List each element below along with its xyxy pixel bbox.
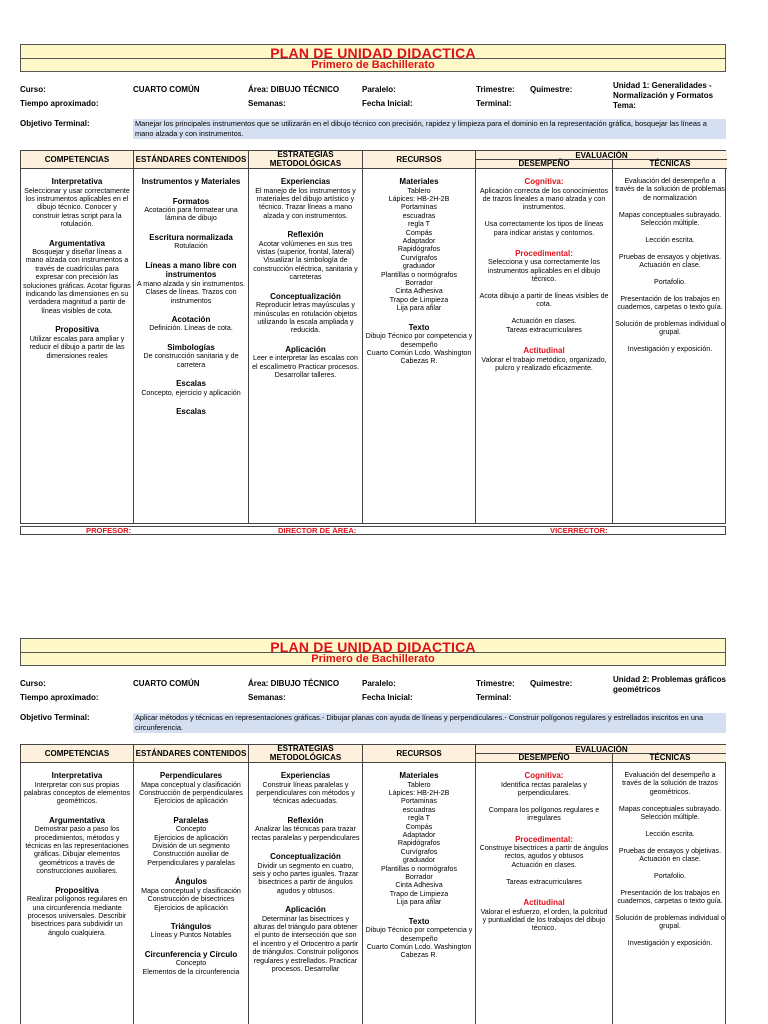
cell-heading: Conceptualización [270,291,341,301]
paralelo-label: Paralelo: [362,679,396,688]
cell-text: Dibujo Técnico por competencia y desempeño Cuarto Común Lcdo. Washington Cabezas R. [365,926,473,960]
cell-text: Valorar el esfuerzo, el orden, la pulcritud y puntualidad de los trabajos del dibujo técnico. [480,907,608,933]
objetivo-label: Objetivo Terminal: [20,713,90,722]
cell-heading: Escalas [176,379,206,389]
header-evaluacion [476,745,726,763]
cell-text: Determinar las bisectrices y alturas del triángulo para obtener el punto de intersección que son el incentro y el Ortocentro a partir de triángulos. Construir polígonos regulares y estrellados. Practicar procesos. Desarrollar [252,914,359,974]
objetivo-text: Manejar los principales instrumentos que se utilizarán en el dibujo técnico con precisión, rapidez y limpieza para el dominio en la representación gráfica, bosquejar las líneas a mano alzada y con instrumentos. [133,119,726,139]
cell-text: Realizar polígonos regulares en una circunferencia mediante procesos universales. Describir bisectrices para subdividir un ángulo cualquiera. [26,895,128,937]
terminal-label: Terminal: [476,99,512,108]
cell-heading: Actitudinal [523,346,565,356]
trimestre-label: Trimestre: [476,85,515,94]
cell-heading: Experiencias [280,771,331,780]
cell-text: Utilizar escalas para ampliar y reducir el dibujo a partir de las dimensiones reales [29,334,125,360]
cell-text: Acotación para formatear una lámina de dibujo [144,206,238,223]
semanas-label: Semanas: [248,693,286,702]
curso-value: CUARTO COMÚN [133,679,200,688]
cell-heading: Actitudinal [523,898,565,908]
curso-label: Curso: [20,679,46,688]
cell-text: Mapa conceptual y clasificación Construcción de perpendiculares Ejercicios de aplicación [139,780,243,806]
page-title: PLAN DE UNIDAD DIDACTICA [270,45,476,61]
cell-text: Concepto Elementos de la circunferencia [142,959,240,976]
cell-text: De construcción sanitaria y de carretera [143,352,239,369]
cell-heading: Argumentativa [48,238,105,248]
cell-text: Concepto, ejercicio y aplicación [141,388,241,397]
header-competencias: COMPETENCIAS [21,745,134,763]
header-recursos: RECURSOS [363,151,476,169]
cell-text: Tablero Lápices: HB-2H-2B Portaminas escuadras regla T Compás Adaptador Rapidógrafos Curvígrafos graduador Plantillas o normógrafos Borrador Cinta Adhesiva Trapo de Limpieza Lija para afilar [380,780,458,907]
cell-text: Valorar el trabajo metódico, organizado, pulcro y realizado eficazmente. [481,355,607,372]
col-competencias [21,169,134,523]
fecha-label: Fecha Inicial: [362,693,413,702]
quimestre-label: Quimestre: [530,679,573,688]
cell-text: Interpretar con sus propias palabras conceptos de elementos geométricos. [23,780,131,806]
page-subtitle: Primero de Bachillerato [21,652,725,666]
cell-heading: Texto [408,322,430,332]
header-tecnicas: TÉCNICAS [649,753,691,762]
plan-table [20,744,726,1024]
curso-label: Curso: [20,85,46,94]
header-evaluacion [476,151,727,169]
page-title: PLAN DE UNIDAD DIDACTICA [270,639,476,655]
cell-heading: Experiencias [280,177,331,186]
cell-heading: Argumentativa [48,815,105,825]
cell-text: Definición. Líneas de cota. [149,324,233,333]
cell-text: Construye bisectrices a partir de ángulos rectos, agudos y obtusos Actuación en clases. Tareas extracurriculares [479,844,609,886]
header-evaluacion-label: EVALUACIÓN [476,745,726,754]
plan-sheet-2 [20,638,726,1024]
objetivo-row [20,119,726,139]
cell-text: Reproducir letras mayúsculas y minúsculas en rotulación objetos utilizando la escala ampliada y reducida. [254,301,357,335]
col-estandares [134,169,249,523]
col-estrategias [249,763,363,1024]
plan-sheet-1 [20,44,726,534]
cell-text: Identifica rectas paralelas y perpendiculares. Compara los polígonos regulares e irregulares [488,780,600,823]
title-box [20,638,726,666]
cell-heading: Paralelas [173,815,209,825]
cell-heading: Interpretativa [51,177,103,186]
cell-text: Leer e interpretar las escalas con el escalímetro Practicar procesos. Desarrollar talleres. [252,354,359,380]
col-estandares [134,763,249,1024]
cell-heading: Procedimental: [515,248,573,258]
cell-heading: Materiales [399,177,439,186]
cell-text: Selecciona y usa correctamente los instrumentos aplicables en el dibujo técnico. Acota dibujo a partir de líneas visibles de cota. Actuación en clases. Tareas extracurriculares [479,258,609,334]
cell-text: Líneas y Puntos Notables [150,931,232,940]
objetivo-row [20,713,726,733]
cell-text: Construir líneas paralelas y perpendiculares con métodos y técnicas adecuadas. [256,780,355,806]
plan-table [20,150,726,524]
cell-text: Tablero Lápices: HB-2H-2B Portaminas escuadras regla T Compás Adaptador Rapidógrafos Curvígrafos graduador Plantillas o normógrafos Borrador Cinta Adhesiva Trapo de Limpieza Lija para afilar [380,186,458,313]
tiempo-label: Tiempo aproximado: [20,99,99,108]
cell-heading: Cognitiva: [524,771,564,780]
header-recursos: RECURSOS [363,745,476,763]
profesor-label: PROFESOR: [86,526,132,535]
header-estandares: ESTÁNDARES CONTENIDOS [134,151,249,169]
vicerrector-label: VICERRECTOR: [550,526,608,535]
trimestre-label: Trimestre: [476,679,515,688]
col-recursos [363,763,476,1024]
cell-heading: Escalas [176,407,206,417]
cell-heading: Reflexión [287,230,324,240]
area-label: Área: DIBUJO TÉCNICO [248,679,340,688]
cell-heading: Acotación [171,314,211,324]
cell-heading: Aplicación [285,905,326,915]
cell-text: A mano alzada y sin instrumentos. Clases de líneas. Trazos con instrumentos [136,279,246,305]
header-desempeno: DESEMPEÑO [476,754,613,762]
paralelo-label: Paralelo: [362,85,396,94]
cell-heading: Materiales [399,771,439,780]
header-competencias: COMPETENCIAS [21,151,134,169]
col-competencias [21,763,134,1024]
cell-text: Evaluación del desempeño a través de la solución de problemas de normalización Mapas conceptuales subrayado. Selección múltiple. Lección escrita. Pruebas de ensayos y objetivas. Actuación en clase. Portafolio. Presentación de los trabajos en cuadernos, carpetas o texto guía. Solución de problemas individual o grupal. Investigación y exposición. [615,177,725,354]
header-estandares: ESTÁNDARES CONTENIDOS [134,745,249,763]
objetivo-text: Aplicar métodos y técnicas en representaciones gráficas.- Dibujar planas con ayuda de líneas y perpendiculares.- Construir polígonos regulares y estrellados inscritos en una circunferencia. [133,713,726,733]
cell-heading: Instrumentos y Materiales [141,177,241,186]
tema-label: Tema: [613,101,636,110]
cell-text: Mapa conceptual y clasificación Construcción de bisectrices Ejercicios de aplicación [141,886,241,912]
area-label: Área: DIBUJO TÉCNICO [248,85,340,94]
cell-heading: Cognitiva: [524,177,564,186]
cell-heading: Procedimental: [515,834,573,844]
header-evaluacion-label: EVALUACIÓN [476,151,727,160]
cell-heading: Líneas a mano libre con instrumentos [145,260,237,280]
semanas-label: Semanas: [248,99,286,108]
tiempo-label: Tiempo aproximado: [20,693,99,702]
header-estrategias: ESTRATEGIAS METODOLÓGICAS [249,745,363,763]
col-tecnicas [613,169,727,523]
title-box [20,44,726,72]
cell-text: Bosquejar y diseñar líneas a mano alzada con instrumentos a través de cuadrículas para expresar con precisión las soluciones gráficas. Acotar figuras indicando las dimensiones en su verdadera magnitud a partir de líneas visibles de cota. [23,248,131,315]
page-subtitle: Primero de Bachillerato [21,58,725,72]
header-desempeno: DESEMPEÑO [476,160,613,168]
cell-heading: Triángulos [170,921,212,931]
cell-heading: Circunferencia y Círculo [144,949,238,959]
cell-heading: Escritura normalizada [149,232,233,242]
cell-heading: Propositiva [55,885,99,895]
col-desempeno [476,763,613,1024]
cell-text: Rotulación [174,242,208,251]
header-estrategias: ESTRATEGIAS METODOLÓGICAS [249,151,363,169]
cell-text: Concepto Ejercicios de aplicación División de un segmento Construcción auxiliar de Perpendiculares y paralelas [147,825,235,867]
cell-text: Dibujo Técnico por competencia y desempeño Cuarto Común Lcdo. Washington Cabezas R. [365,332,473,366]
curso-value: CUARTO COMÚN [133,85,200,94]
cell-text: Aplicación correcta de los conocimientos de trazos lineales a mano alzada y con instrumentos. Usa correctamente los tipos de líneas para indicar aristas y contornos. [479,186,609,237]
cell-heading: Interpretativa [51,771,103,780]
cell-heading: Ángulos [175,877,207,887]
col-tecnicas [613,763,726,1024]
director-label: DIRECTOR DE ÁREA: [278,526,357,535]
cell-heading: Propositiva [55,325,99,335]
cell-text: Evaluación del desempeño a través de la solución de trazos geométricos. Mapas conceptuales subrayado. Selección múltiple. Lección escrita. Pruebas de ensayos y objetivas. Actuación en clase. Portafolio. Presentación de los trabajos en cuadernos, carpetas o texto guía. Solución de problemas individual o grupal. Investigación y exposición. [615,771,725,948]
col-estrategias [249,169,363,523]
cell-text: Analizar las técnicas para trazar rectas paralelas y perpendiculares [251,825,360,842]
objetivo-label: Objetivo Terminal: [20,119,90,128]
cell-text: Acotar volúmenes en sus tres vistas (superior, frontal, lateral) Visualizar la simbología de construcción eléctrica, sanitaria y carreteras [253,239,358,282]
cell-heading: Formatos [172,196,210,206]
unidad-label: Unidad 2: Problemas gráficos geométricos [613,675,726,694]
cell-text: Demostrar paso a paso los procedimientos, métodos y técnicas en las representaciones gráficas. Dibujar elementos geométricos a través de construcciones auxiliares. [25,825,129,876]
header-tecnicas: TÉCNICAS [649,159,691,168]
col-recursos [363,169,476,523]
col-desempeno [476,169,613,523]
cell-text: El manejo de los instrumentos y materiales del dibujo artístico y técnico. Trazar líneas a mano alzada y con instrumentos. [255,186,356,220]
quimestre-label: Quimestre: [530,85,573,94]
cell-heading: Simbologías [167,342,215,352]
cell-heading: Reflexión [287,815,324,825]
cell-text: Seleccionar y usar correctamente los instrumentos aplicables en el dibujo técnico. Conocer y construir letras script para la rotulación. [24,186,130,229]
cell-heading: Aplicación [285,344,326,354]
unidad-label: Unidad 1: Generalidades - Normalización y Formatos [613,81,714,100]
cell-heading: Texto [408,916,430,926]
fecha-label: Fecha Inicial: [362,99,413,108]
terminal-label: Terminal: [476,693,512,702]
cell-heading: Perpendiculares [159,771,223,780]
signature-row [20,526,726,535]
cell-text: Dividir un segmento en cuatro, seis y ocho partes iguales. Trazar bisectrices a partir de ángulos agudos y obtusos. [252,861,359,895]
cell-heading: Conceptualización [270,852,341,862]
